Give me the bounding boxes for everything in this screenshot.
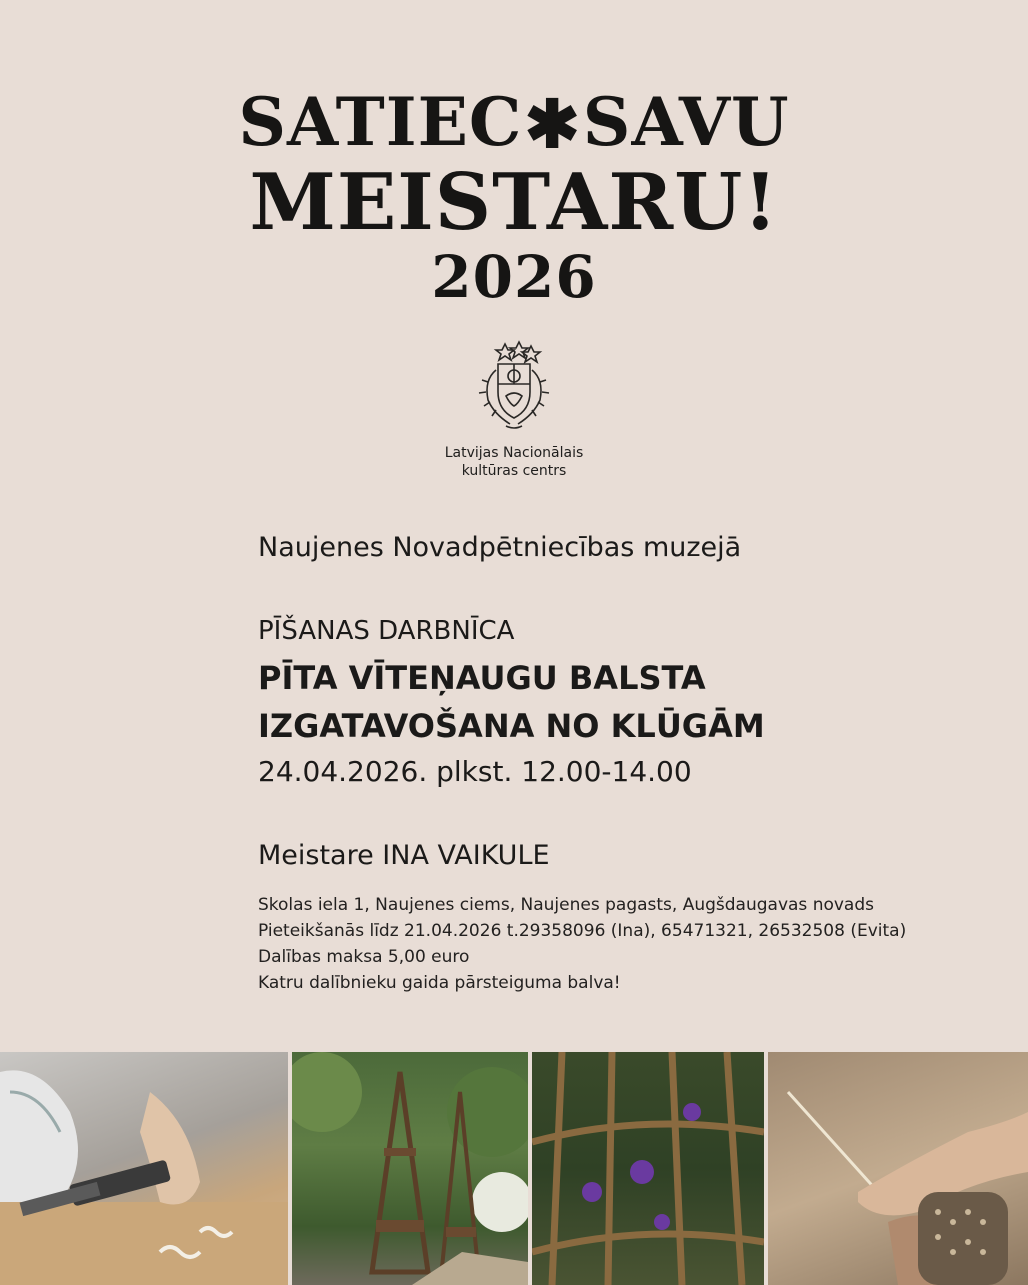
workshop-title-line-2: IZGATAVOŠANA NO KLŪGĀM	[258, 707, 765, 745]
headline-line-1	[0, 83, 1028, 163]
headline-line-2: MEISTARU!	[249, 157, 779, 248]
photo-willow-support-clematis	[532, 1052, 764, 1285]
photo-hands-weaving	[768, 1052, 1028, 1285]
event-datetime: 24.04.2026. plkst. 12.00-14.00	[258, 755, 692, 788]
organization-name-line-1: Latvijas Nacionālais	[444, 445, 584, 461]
organization-name	[414, 444, 614, 480]
headline-word-savu: SAVU	[582, 83, 790, 161]
workshop-master: Meistare INA VAIKULE	[258, 840, 550, 871]
event-address: Skolas iela 1, Naujenes ciems, Naujenes pagasts, Augšdaugavas novads	[258, 895, 874, 915]
organization-name-line-2: kultūras centrs	[461, 463, 567, 479]
workshop-title-line-1: PĪTA VĪTEŅAUGU BALSTA	[258, 659, 706, 697]
workshop-type: PĪŠANAS DARBNĪCA	[258, 616, 515, 646]
event-prize-note: Katru dalībnieku gaida pārsteiguma balva!	[258, 973, 621, 993]
event-registration: Pieteikšanās līdz 21.04.2026 t.29358096 (Ina), 65471321, 26532508 (Evita)	[258, 921, 907, 941]
event-venue: Naujenes Novadpētniecības muzejā	[258, 532, 742, 563]
photo-willow-obelisks-garden	[292, 1052, 528, 1285]
headline-word-satiec: SATIEC	[238, 83, 523, 161]
event-fee: Dalības maksa 5,00 euro	[258, 947, 470, 967]
coat-of-arms-icon	[466, 340, 562, 436]
photo-carving-hands	[0, 1052, 288, 1285]
asterisk-icon: ✱	[524, 85, 581, 163]
headline-year: 2026	[431, 243, 597, 311]
